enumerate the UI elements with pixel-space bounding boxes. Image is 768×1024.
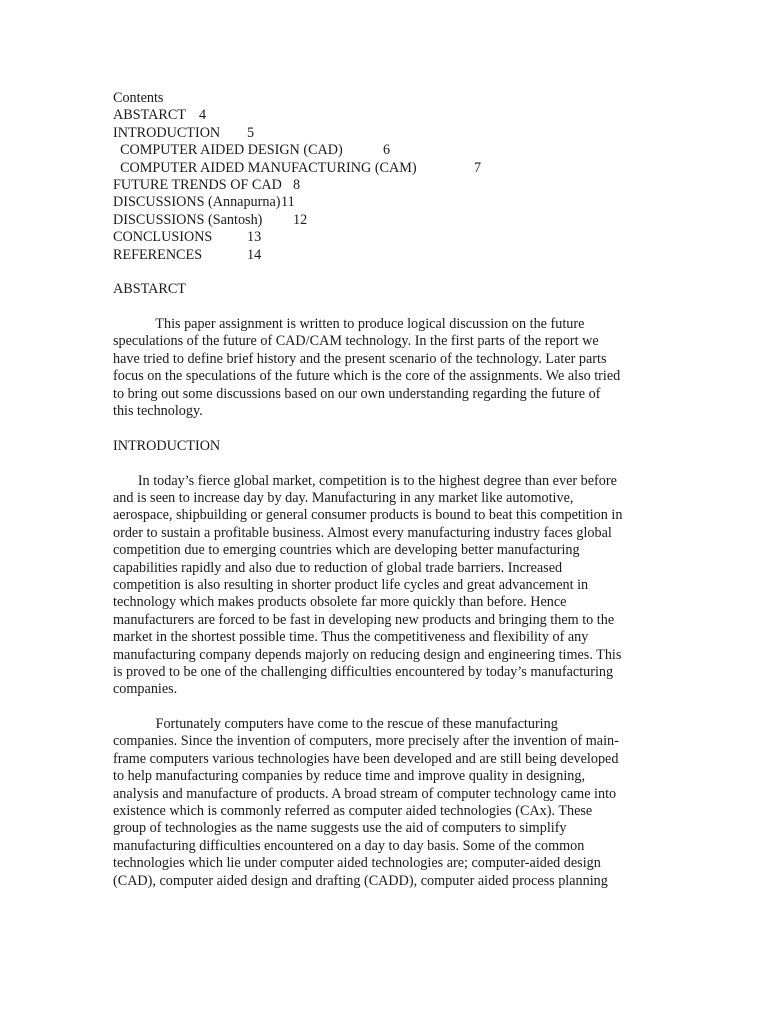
text-line: manufacturers are forced to be fast in developing new products and bringing them to the bbox=[113, 611, 615, 628]
text-line: manufacturing company depends majorly on reducing design and engineering times. This bbox=[113, 646, 622, 663]
toc-entry-label: DISCUSSIONS (Annapurna) bbox=[113, 194, 281, 211]
text-line: order to sustain a profitable business. Almost every manufacturing industry faces global bbox=[113, 524, 612, 541]
document-page bbox=[113, 90, 658, 890]
introduction-paragraph-2 bbox=[113, 716, 658, 890]
text-line: technology which makes products obsolete far more quickly than before. Hence bbox=[113, 594, 567, 611]
text-line: This paper assignment is written to produce logical discussion on the future bbox=[113, 316, 585, 333]
toc-entry-page: 13 bbox=[247, 229, 262, 246]
toc-entry-cam[interactable] bbox=[113, 160, 658, 177]
toc-entry-page: 6 bbox=[383, 142, 391, 159]
abstract-heading: ABSTARCT bbox=[113, 281, 186, 298]
text-line: frame computers various technologies have been developed and are still being developed bbox=[113, 750, 619, 767]
text-line: companies. bbox=[113, 681, 178, 698]
toc-entry-label: DISCUSSIONS (Santosh) bbox=[113, 211, 263, 228]
text-line: focus on the speculations of the future which is the core of the assignments. We also tried bbox=[113, 368, 621, 385]
toc-entry-page: 12 bbox=[293, 211, 308, 228]
text-line: competition is also resulting in shorter product life cycles and great advancement in bbox=[113, 576, 589, 593]
text-line: capabilities rapidly and also due to reduction of global trade barriers. Increased bbox=[113, 559, 563, 576]
toc-entry-discussions-santosh[interactable] bbox=[113, 212, 658, 229]
contents-title: Contents bbox=[113, 90, 164, 106]
toc-entry-references[interactable] bbox=[113, 247, 658, 264]
text-line: to bring out some discussions based on our own understanding regarding the future of bbox=[113, 385, 601, 402]
toc-entry-abstract[interactable] bbox=[113, 107, 658, 124]
toc-entry-label: INTRODUCTION bbox=[113, 124, 221, 141]
toc-entry-introduction[interactable] bbox=[113, 125, 658, 142]
toc-entry-label: COMPUTER AIDED MANUFACTURING (CAM) bbox=[113, 159, 417, 176]
toc-entry-label: COMPUTER AIDED DESIGN (CAD) bbox=[113, 142, 343, 159]
text-line: aerospace, shipbuilding or general consumer products is bound to beat this competition in bbox=[113, 507, 623, 524]
text-line: this technology. bbox=[113, 403, 203, 420]
toc-entry-cad[interactable] bbox=[113, 142, 658, 159]
text-line: (CAD), computer aided design and drafting (CADD), computer aided process planning bbox=[113, 872, 608, 889]
text-line: and is seen to increase day by day. Manufacturing in any market like automotive, bbox=[113, 489, 574, 506]
toc-entry-page: 14 bbox=[247, 246, 262, 263]
abstract-paragraph bbox=[113, 316, 658, 420]
text-line: technologies which lie under computer aided technologies are; computer-aided design bbox=[113, 855, 601, 872]
text-line: speculations of the future of CAD/CAM technology. In the first parts of the report we bbox=[113, 333, 599, 350]
toc-entry-label: ABSTARCT bbox=[113, 107, 186, 124]
toc-entry-future-trends[interactable] bbox=[113, 177, 658, 194]
text-line: group of technologies as the name suggests use the aid of computers to simplify bbox=[113, 820, 567, 837]
table-of-contents bbox=[113, 107, 658, 264]
toc-entry-page: 7 bbox=[474, 159, 482, 176]
toc-entry-label: REFERENCES bbox=[113, 246, 203, 263]
text-line: market in the shortest possible time. Thus the competitiveness and flexibility of any bbox=[113, 629, 589, 646]
toc-entry-page: 4 bbox=[199, 107, 207, 124]
text-line: competition due to emerging countries which are developing better manufacturing bbox=[113, 542, 580, 559]
text-line: Fortunately computers have come to the rescue of these manufacturing bbox=[113, 716, 558, 733]
text-line: existence which is commonly referred as computer aided technologies (CAx). These bbox=[113, 803, 593, 820]
text-line: is proved to be one of the challenging difficulties encountered by today’s manufacturing bbox=[113, 663, 614, 680]
text-line: analysis and manufacture of products. A broad stream of computer technology came into bbox=[113, 785, 617, 802]
text-line: companies. Since the invention of computers, more precisely after the invention of main- bbox=[113, 733, 619, 750]
text-line: have tried to define brief history and the present scenario of the technology. Later parts bbox=[113, 350, 607, 367]
toc-entry-page: 5 bbox=[247, 124, 255, 141]
text-line: to help manufacturing companies by reduce time and improve quality in designing, bbox=[113, 768, 586, 785]
introduction-heading: INTRODUCTION bbox=[113, 437, 221, 454]
text-line: In today’s fierce global market, competition is to the highest degree than ever before bbox=[113, 472, 617, 489]
toc-entry-page: 8 bbox=[293, 176, 301, 193]
toc-entry-discussions-annapurna[interactable] bbox=[113, 194, 658, 211]
toc-entry-conclusions[interactable] bbox=[113, 229, 658, 246]
text-line: manufacturing difficulties encountered on a day to day basis. Some of the common bbox=[113, 837, 585, 854]
toc-entry-label: FUTURE TRENDS OF CAD bbox=[113, 176, 282, 193]
introduction-paragraph-1 bbox=[113, 473, 658, 699]
toc-entry-label: CONCLUSIONS bbox=[113, 229, 213, 246]
toc-entry-page: 11 bbox=[281, 194, 295, 211]
